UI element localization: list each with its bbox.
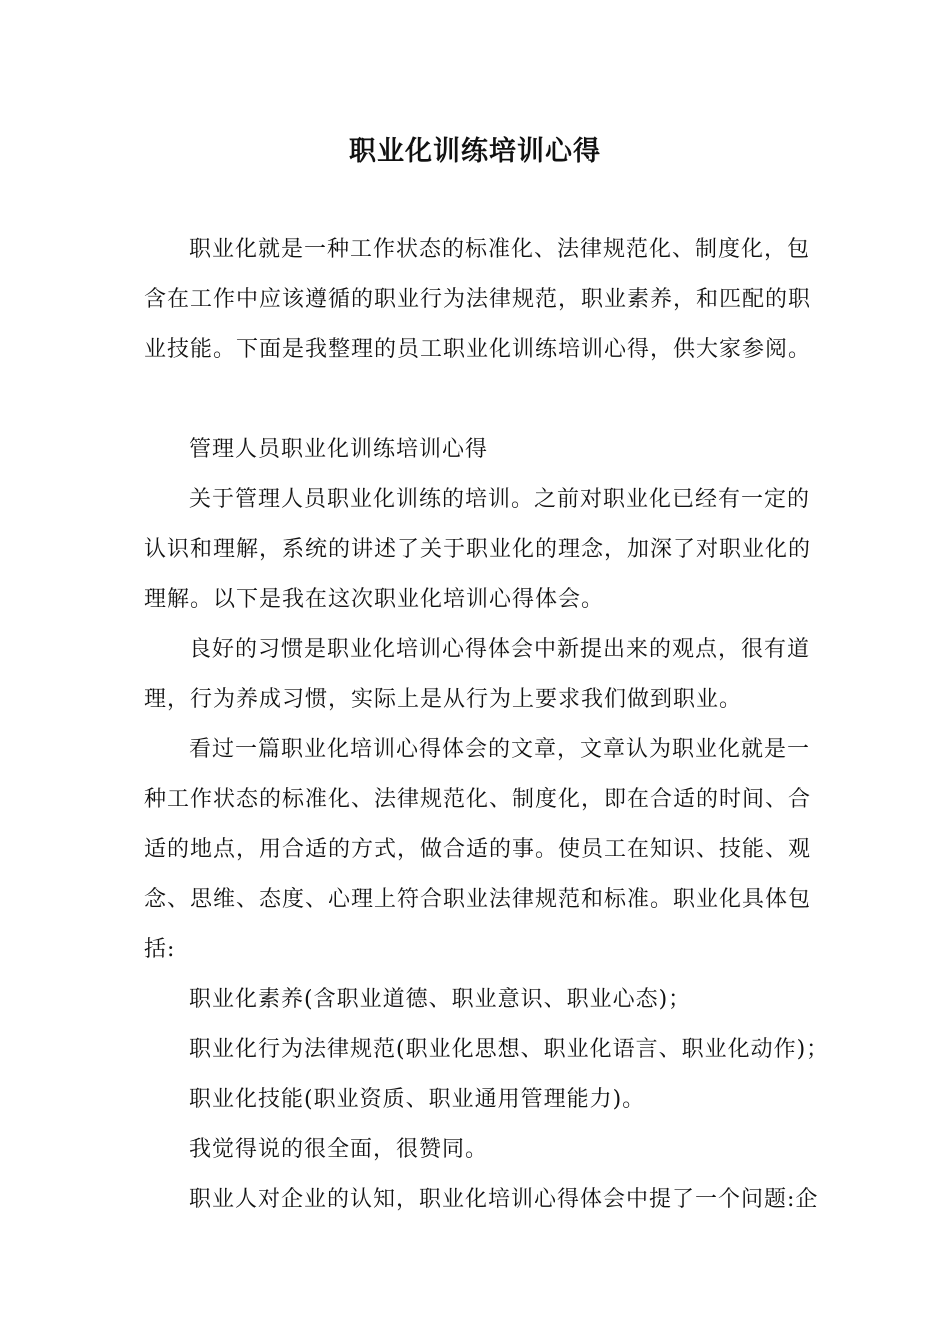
- text-line: 理解。以下是我在这次职业化培训心得体会。: [144, 587, 605, 612]
- text-line: 念、思维、态度、心理上符合职业法律规范和标准。职业化具体包: [144, 887, 812, 912]
- list-item: 职业化行为法律规范(职业化思想、职业化语言、职业化动作)；: [189, 1037, 830, 1062]
- list-item: 职业化技能(职业资质、职业通用管理能力)。: [189, 1087, 646, 1112]
- text-line: 适的地点，用合适的方式，做合适的事。使员工在知识、技能、观: [144, 837, 812, 862]
- document-title: 职业化训练培训心得: [349, 136, 601, 167]
- text-line: 关于管理人员职业化训练的培训。之前对职业化已经有一定的: [189, 487, 811, 512]
- text-line: 认识和理解，系统的讲述了关于职业化的理念，加深了对职业化的: [144, 537, 812, 562]
- list-item: 职业化素养(含职业道德、职业意识、职业心态)；: [189, 987, 692, 1012]
- text-line: 种工作状态的标准化、法律规范化、制度化，即在合适的时间、合: [144, 787, 812, 812]
- text-line: 理，行为养成习惯，实际上是从行为上要求我们做到职业。: [144, 687, 743, 712]
- text-line: 含在工作中应该遵循的职业行为法律规范，职业素养，和匹配的职: [144, 287, 812, 312]
- text-line: 良好的习惯是职业化培训心得体会中新提出来的观点，很有道: [189, 637, 811, 662]
- text-line: 职业化就是一种工作状态的标准化、法律规范化、制度化，包: [189, 237, 811, 262]
- text-line: 我觉得说的很全面，很赞同。: [189, 1137, 489, 1162]
- text-line: 括:: [144, 937, 176, 962]
- text-line: 职业人对企业的认知，职业化培训心得体会中提了一个问题:企: [189, 1187, 819, 1212]
- text-line: 业技能。下面是我整理的员工职业化训练培训心得，供大家参阅。: [144, 337, 812, 362]
- section-heading: 管理人员职业化训练培训心得: [189, 437, 489, 462]
- text-line: 看过一篇职业化培训心得体会的文章，文章认为职业化就是一: [189, 737, 811, 762]
